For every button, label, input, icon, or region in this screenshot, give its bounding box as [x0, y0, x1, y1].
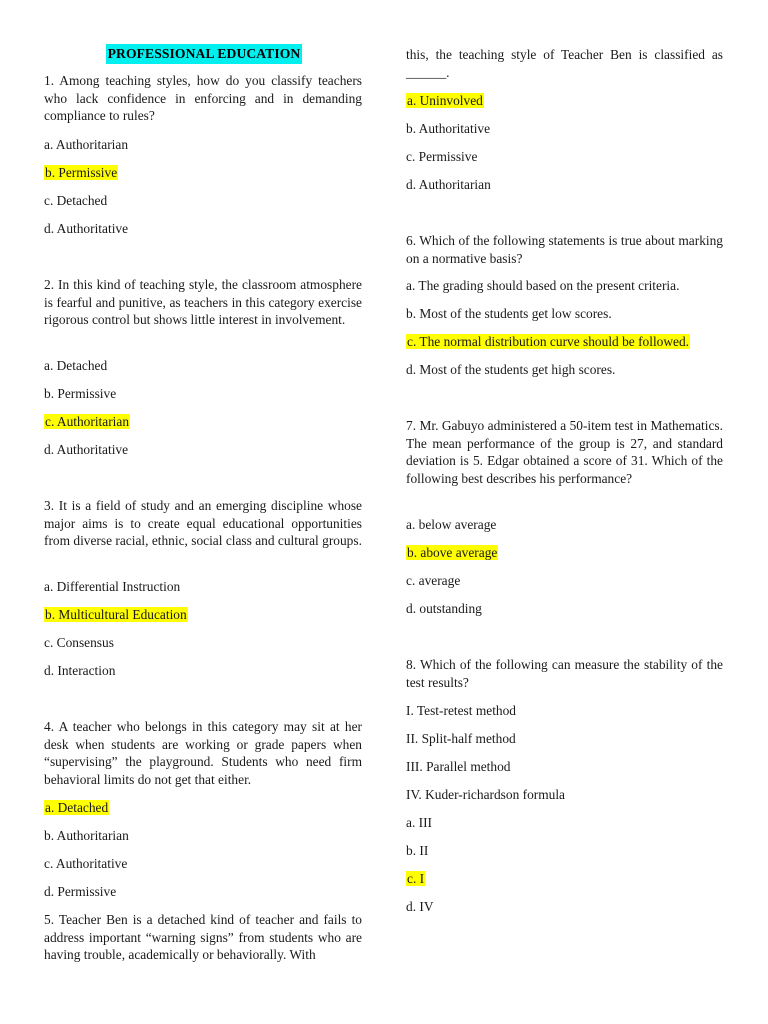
q7-option-d: d. outstanding [406, 601, 482, 616]
q8-option-c-answer: c. I [407, 871, 425, 886]
q5-option-c: c. Permissive [406, 149, 478, 164]
q8-item-ii: II. Split-half method [406, 731, 516, 746]
q8-option-d: d. IV [406, 899, 434, 914]
q2-option-d: d. Authoritative [44, 442, 129, 457]
q4-option-c: c. Authoritative [44, 856, 128, 871]
question-2: 2. In this kind of teaching style, the classroom atmosphere is fearful and punitive, as teachers in this category exercise rigorous control but shows little interest in involvement. [44, 277, 362, 327]
q8-option-b: b. II [406, 843, 429, 858]
q4-option-b: b. Authoritarian [44, 828, 129, 843]
q6-option-b: b. Most of the students get low scores. [406, 306, 612, 321]
q5-option-a-answer: a. Uninvolved [407, 93, 483, 108]
question-5-end: this, the teaching style of Teacher Ben is classified as ______. [406, 47, 723, 80]
q1-option-c: c. Detached [44, 193, 108, 208]
page-title: PROFESSIONAL EDUCATION [106, 44, 302, 64]
q2-option-a: a. Detached [44, 358, 108, 373]
q6-option-d: d. Most of the students get high scores. [406, 362, 616, 377]
question-6: 6. Which of the following statements is true about marking on a normative basis? [406, 233, 723, 266]
q6-option-a: a. The grading should based on the present criteria. [406, 278, 680, 293]
q1-option-a: a. Authoritarian [44, 137, 129, 152]
q1-option-b-answer: b. Permissive [45, 165, 118, 180]
q8-option-a: a. III [406, 815, 433, 830]
question-5-start: 5. Teacher Ben is a detached kind of teacher and fails to address important “warning signs” from students who are having trouble, academically or behaviorally. With [44, 912, 362, 962]
q7-option-a: a. below average [406, 517, 497, 532]
question-3: 3. It is a field of study and an emerging discipline whose major aims is to create equal educational opportunities from diverse racial, ethnic, social class and cultural groups. [44, 498, 362, 548]
q1-option-d: d. Authoritative [44, 221, 129, 236]
q8-item-iii: III. Parallel method [406, 759, 511, 774]
question-7: 7. Mr. Gabuyo administered a 50-item test in Mathematics. The mean performance of the group is 27, and standard deviation is 5. Edgar obtained a score of 31. Which of the following best describes his performance? [406, 418, 723, 486]
q4-option-a-answer: a. Detached [45, 800, 109, 815]
question-1: 1. Among teaching styles, how do you classify teachers who lack confidence in enforcing and in demanding compliance to rules? [44, 73, 362, 123]
q3-option-c: c. Consensus [44, 635, 114, 650]
q2-option-b: b. Permissive [44, 386, 117, 401]
q8-item-i: I. Test-retest method [406, 703, 517, 718]
q7-option-b-answer: b. above average [407, 545, 498, 560]
q4-option-d: d. Permissive [44, 884, 117, 899]
question-4: 4. A teacher who belongs in this category may sit at her desk when students are working or grade papers when “supervising” the playground. Students who need firm behavioral limits do not get that either. [44, 719, 362, 787]
q3-option-d: d. Interaction [44, 663, 116, 678]
q6-option-c-answer: c. The normal distribution curve should be followed. [407, 334, 690, 349]
q2-option-c-answer: c. Authoritarian [45, 414, 130, 429]
q8-item-iv: IV. Kuder-richardson formula [406, 787, 566, 802]
question-8: 8. Which of the following can measure the stability of the test results? [406, 657, 723, 690]
q7-option-c: c. average [406, 573, 461, 588]
q5-option-d: d. Authoritarian [406, 177, 491, 192]
q3-option-b-answer: b. Multicultural Education [45, 607, 187, 622]
q5-option-b: b. Authoritative [406, 121, 491, 136]
q3-option-a: a. Differential Instruction [44, 579, 181, 594]
